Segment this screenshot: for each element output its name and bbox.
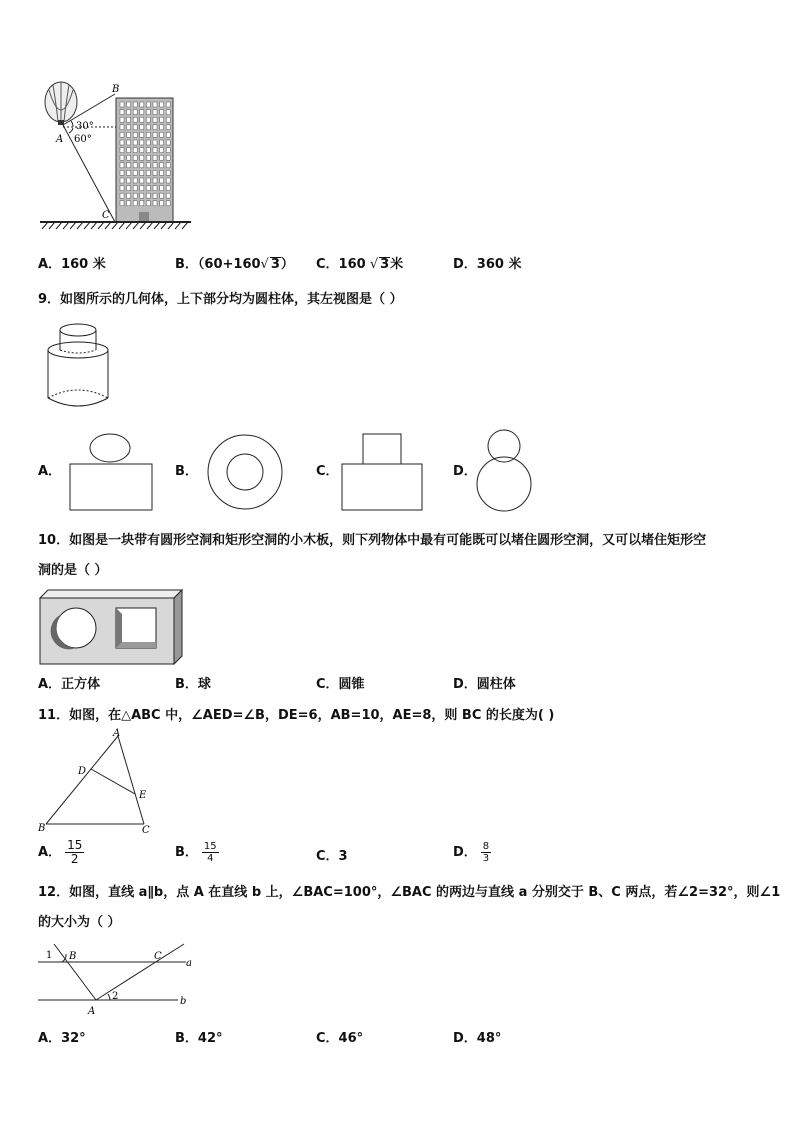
building-window xyxy=(120,148,124,153)
ground-hatch xyxy=(98,222,104,229)
building-window xyxy=(153,193,157,198)
option-letter: A． xyxy=(38,845,62,860)
q9-option-d-figure[interactable] xyxy=(476,428,536,514)
building-window xyxy=(160,125,164,130)
q12-option-d[interactable] xyxy=(453,1030,501,1048)
building-window xyxy=(127,193,131,198)
numerator: 15 xyxy=(67,838,83,852)
option-letter: C． xyxy=(316,849,339,864)
building-window xyxy=(166,148,170,153)
building-window xyxy=(146,155,150,160)
building-window xyxy=(160,155,164,160)
q9-option-c-figure[interactable] xyxy=(340,432,424,514)
building-window xyxy=(146,201,150,206)
q11-option-d[interactable] xyxy=(453,841,491,864)
building-window xyxy=(160,186,164,191)
q12-option-a[interactable] xyxy=(38,1030,86,1048)
building-window xyxy=(133,201,137,206)
ground-hatch xyxy=(161,222,167,229)
line-b-label: b xyxy=(180,996,187,1007)
q10-option-c[interactable] xyxy=(316,676,365,694)
building-window xyxy=(133,102,137,107)
building-window xyxy=(127,125,131,130)
option-letter: D． xyxy=(453,677,477,692)
q11-triangle-figure xyxy=(36,728,161,838)
building-window xyxy=(140,170,144,175)
numerator: 8 xyxy=(482,841,490,852)
building-window xyxy=(127,201,131,206)
building-window xyxy=(146,102,150,107)
building-window xyxy=(146,125,150,130)
label-b: B xyxy=(112,84,120,95)
option-text: 160 xyxy=(338,257,366,272)
label-a: A xyxy=(56,134,64,145)
q9-option-a-figure[interactable] xyxy=(68,432,158,514)
building-window xyxy=(133,163,137,168)
label-e: E xyxy=(139,790,147,801)
building-window xyxy=(120,140,124,145)
q12-option-c[interactable] xyxy=(316,1030,363,1048)
ground-hatch xyxy=(168,222,174,229)
q8-option-d[interactable] xyxy=(453,256,521,274)
option-letter: B． xyxy=(175,464,198,479)
option-letter: C． xyxy=(316,677,339,692)
building-window xyxy=(153,155,157,160)
ground-hatch xyxy=(56,222,62,229)
building-window xyxy=(166,117,170,122)
ground-hatch xyxy=(133,222,139,229)
building-window xyxy=(160,170,164,175)
building-window xyxy=(120,155,124,160)
building-window xyxy=(146,117,150,122)
building-window xyxy=(127,140,131,145)
option-letter: B． xyxy=(175,845,198,860)
ground-hatch xyxy=(42,222,48,229)
fraction xyxy=(481,841,491,864)
building-window xyxy=(133,193,137,198)
building-window xyxy=(153,148,157,153)
building-window xyxy=(160,140,164,145)
ground-hatch xyxy=(70,222,76,229)
label-a: A xyxy=(88,1006,96,1017)
building-window xyxy=(153,170,157,175)
option-letter: D． xyxy=(453,1031,477,1046)
option-letter: B． xyxy=(175,677,198,692)
q9-option-b[interactable] xyxy=(175,463,198,481)
option-letter: A． xyxy=(38,677,62,692)
q9-question-text: 9．如图所示的几何体，上下部分均为圆柱体，其左视图是（ ） xyxy=(38,292,403,307)
option-text: 48° xyxy=(476,1031,502,1046)
building-window xyxy=(120,125,124,130)
option-letter: B． xyxy=(175,1031,198,1046)
ground-hatch xyxy=(84,222,90,229)
building-window xyxy=(160,132,164,137)
building-window xyxy=(120,102,124,107)
option-letter: C． xyxy=(316,257,339,272)
building-window xyxy=(127,178,131,183)
q12-option-b[interactable] xyxy=(175,1030,223,1048)
radicand: 3 xyxy=(380,257,390,272)
building-window xyxy=(127,170,131,175)
option-text: 46° xyxy=(338,1031,364,1046)
option-letter: D． xyxy=(453,845,477,860)
denominator: 3 xyxy=(482,853,490,864)
option-text: 正方体 xyxy=(61,677,101,692)
option-letter: C． xyxy=(316,464,339,479)
building-window xyxy=(160,148,164,153)
building-window xyxy=(153,117,157,122)
angle-1-label: 1 xyxy=(46,950,53,961)
q10-option-d[interactable] xyxy=(453,676,516,694)
label-b: B xyxy=(38,823,46,834)
building-window xyxy=(140,140,144,145)
q9-option-c[interactable] xyxy=(316,463,339,481)
q8-option-b[interactable]: B．（60+160√ 3） xyxy=(175,257,294,272)
building-window xyxy=(153,110,157,115)
building-window xyxy=(166,110,170,115)
building-window xyxy=(160,178,164,183)
building-window xyxy=(133,140,137,145)
building-window xyxy=(166,170,170,175)
ground-hatch xyxy=(182,222,188,229)
ground-hatch xyxy=(112,222,118,229)
building-window xyxy=(140,125,144,130)
option-text: 球 xyxy=(197,677,211,692)
q8-option-a[interactable] xyxy=(38,256,106,274)
option-letter: D． xyxy=(453,464,477,479)
building-window xyxy=(146,132,150,137)
option-letter: C． xyxy=(316,1031,339,1046)
building-window xyxy=(133,117,137,122)
building-window xyxy=(133,170,137,175)
building-window xyxy=(133,110,137,115)
ground-hatch xyxy=(175,222,181,229)
q11-option-c[interactable] xyxy=(316,848,348,866)
building-window xyxy=(140,178,144,183)
building-window xyxy=(140,163,144,168)
building-window xyxy=(160,117,164,122)
building-window xyxy=(146,110,150,115)
q9-option-a[interactable] xyxy=(38,463,61,481)
building-window xyxy=(120,186,124,191)
building-window xyxy=(127,186,131,191)
label-c: C xyxy=(154,951,162,962)
building-window xyxy=(127,132,131,137)
option-letter: B． xyxy=(175,257,198,272)
option-text-end: 米 xyxy=(390,257,404,272)
ground-hatch xyxy=(49,222,55,229)
building-window xyxy=(140,201,144,206)
building-window xyxy=(166,186,170,191)
building-window xyxy=(153,186,157,191)
q8-balloon-building-figure xyxy=(36,80,196,230)
q10-option-b[interactable] xyxy=(175,676,211,694)
angle-60-label: 60° xyxy=(74,134,92,145)
q10-question-line2: 洞的是（ ） xyxy=(38,563,108,578)
fraction xyxy=(202,841,219,864)
building-window xyxy=(153,201,157,206)
label-c: C xyxy=(142,825,150,836)
option-letter: A． xyxy=(38,464,62,479)
building-window xyxy=(166,102,170,107)
building-window xyxy=(153,125,157,130)
building-window xyxy=(166,193,170,198)
ground-hatch xyxy=(140,222,146,229)
building-window xyxy=(166,132,170,137)
option-text: 3 xyxy=(338,849,348,864)
denominator: 2 xyxy=(70,852,79,866)
option-text-end: ） xyxy=(280,257,294,272)
building-window xyxy=(127,163,131,168)
building-window xyxy=(166,155,170,160)
ground-hatch xyxy=(105,222,111,229)
option-text: 360 米 xyxy=(476,257,522,272)
building-window xyxy=(127,117,131,122)
ground-hatch xyxy=(147,222,153,229)
building-window xyxy=(120,170,124,175)
q11-option-a[interactable] xyxy=(38,839,84,866)
q12-question-line2: 的大小为（ ） xyxy=(38,915,121,930)
building-window xyxy=(120,163,124,168)
q10-question-line1: 10．如图是一块带有圆形空洞和矩形空洞的小木板，则下列物体中最有可能既可以堵住圆形空洞，又可以堵住矩形空 xyxy=(38,533,707,548)
line-a-label: a xyxy=(186,958,192,969)
option-text: 42° xyxy=(197,1031,223,1046)
building xyxy=(116,98,173,222)
option-text: （60+160 xyxy=(197,257,261,272)
option-text: 圆锥 xyxy=(338,677,365,692)
building-window xyxy=(146,163,150,168)
building-window xyxy=(120,132,124,137)
building-window xyxy=(140,155,144,160)
option-letter: D． xyxy=(453,257,477,272)
angle-30-label: 30° xyxy=(76,121,94,132)
option-text: 32° xyxy=(61,1031,86,1046)
numerator: 15 xyxy=(203,841,217,852)
option-text: 160 米 xyxy=(61,257,106,272)
q9-option-b-figure[interactable] xyxy=(205,432,285,512)
building-window xyxy=(146,148,150,153)
building-window xyxy=(160,102,164,107)
building-window xyxy=(133,132,137,137)
building-window xyxy=(146,178,150,183)
building-window xyxy=(166,140,170,145)
building-window xyxy=(166,125,170,130)
building-window xyxy=(120,201,124,206)
building-window xyxy=(146,140,150,145)
ground-hatch xyxy=(126,222,132,229)
building-window xyxy=(160,163,164,168)
building-window xyxy=(146,170,150,175)
building-window xyxy=(160,193,164,198)
building-window xyxy=(127,155,131,160)
q10-wooden-board-figure xyxy=(38,588,188,670)
label-b: B xyxy=(69,951,77,962)
building-window xyxy=(120,193,124,198)
q11-option-b[interactable] xyxy=(175,841,219,864)
q12-question-line1: 12．如图，直线 a∥b，点 A 在直线 b 上，∠BAC=100°，∠BAC 的两边与直线 a 分别交于 B、C 两点，若∠2=32°，则∠1 xyxy=(38,885,781,900)
ground-hatch xyxy=(119,222,125,229)
building-window xyxy=(166,201,170,206)
building-window xyxy=(120,110,124,115)
building-window xyxy=(153,132,157,137)
option-letter: A． xyxy=(38,257,62,272)
building-window xyxy=(153,178,157,183)
building-window xyxy=(133,186,137,191)
option-text: 圆柱体 xyxy=(476,677,516,692)
building-window xyxy=(120,117,124,122)
q12-parallel-lines-figure xyxy=(36,940,196,1018)
q10-option-a[interactable] xyxy=(38,676,100,694)
q8-option-c[interactable]: C．160 √ 3米 xyxy=(316,257,404,272)
building-window xyxy=(166,178,170,183)
q11-question-text: 11．如图，在△ABC 中，∠AED=∠B，DE=6，AB=10，AE=8，则 BC 的长度为( ) xyxy=(38,708,555,723)
ground-hatch xyxy=(63,222,69,229)
ground-hatch xyxy=(91,222,97,229)
building-window xyxy=(166,163,170,168)
building-window xyxy=(140,148,144,153)
building-window xyxy=(133,125,137,130)
building-window xyxy=(160,110,164,115)
building-window xyxy=(140,102,144,107)
building-window xyxy=(146,193,150,198)
label-a: A xyxy=(113,728,121,739)
ground-hatch xyxy=(154,222,160,229)
q9-cylinder-figure xyxy=(40,322,120,412)
building-window xyxy=(153,163,157,168)
building-window xyxy=(120,178,124,183)
label-d: D xyxy=(78,766,87,777)
building-window xyxy=(133,148,137,153)
angle-2-label: 2 xyxy=(112,991,119,1002)
ground-hatch xyxy=(77,222,83,229)
balloon-icon xyxy=(45,82,77,125)
radicand: 3 xyxy=(270,257,280,272)
building-window xyxy=(127,148,131,153)
building-window xyxy=(140,110,144,115)
label-c: C xyxy=(102,210,110,221)
building-window xyxy=(127,102,131,107)
denominator: 4 xyxy=(207,853,214,864)
building-window xyxy=(140,132,144,137)
option-letter: A． xyxy=(38,1031,62,1046)
building-window xyxy=(133,178,137,183)
building-window xyxy=(133,155,137,160)
fraction xyxy=(65,839,84,866)
building-window xyxy=(153,102,157,107)
building-window xyxy=(127,110,131,115)
building-window xyxy=(160,201,164,206)
building-window xyxy=(140,193,144,198)
building-window xyxy=(140,117,144,122)
building-window xyxy=(153,140,157,145)
building-window xyxy=(140,186,144,191)
q9-option-d[interactable] xyxy=(453,463,477,481)
building-window xyxy=(146,186,150,191)
